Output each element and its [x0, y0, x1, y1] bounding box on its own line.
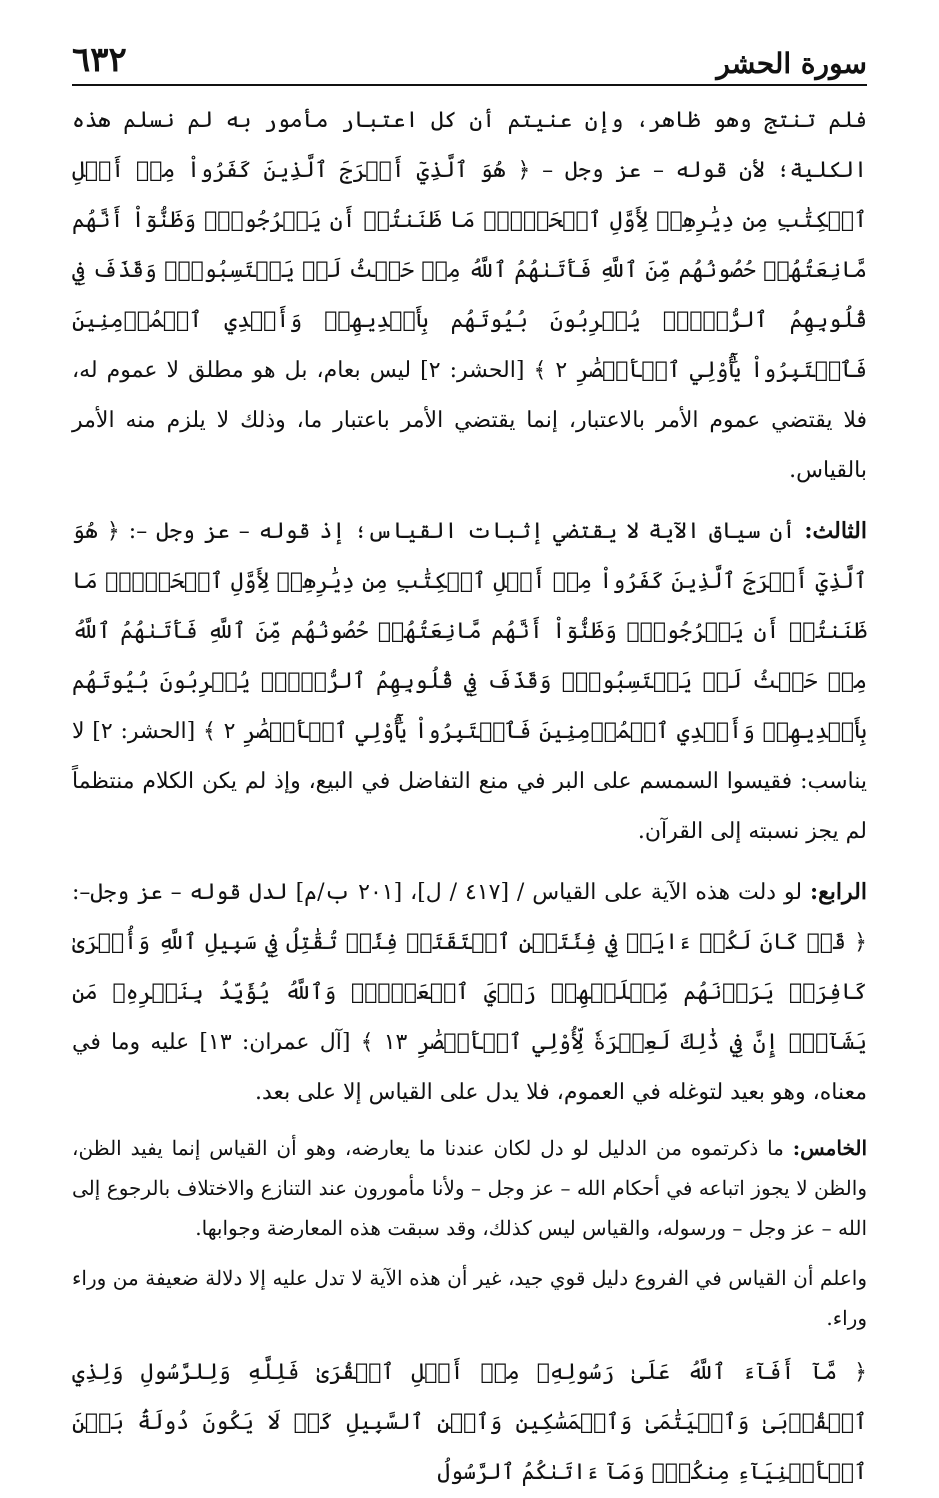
header-rule — [72, 84, 867, 86]
paragraph-lead: الثالث: — [804, 518, 867, 544]
page-header — [72, 28, 867, 80]
paragraph-text: لو دلت هذه الآية على القياس / [٤١٧ / ل]، [٢٠١ ب/م] لدل قوله – عز وجل–: ﴿ قَدۡ كَانَ لَكُمۡ ءَايَةٞ فِي فِئَتَيۡنِ ٱلۡتَقَتَاۖ فِئَةٞ تُقَٰتِلُ فِي سَبِيلِ ٱللَّهِ وَأُخۡرَىٰ كَافِرَةٞ يَرَوۡنَهُم مِّثۡلَيۡهِمۡ رَأۡيَ ٱلۡعَيۡنِۚ وَٱللَّهُ يُؤَيِّدُ بِنَصۡرِهِۦ مَن يَشَآءُۚ إِنَّ فِي ذَٰلِكَ لَعِبۡرَةٗ لِّأُوْلِي ٱلۡأَبۡصَٰرِ ١٣ ﴾ [آل عمران: ١٣] عليه وما في معناه، وهو بعيد لتوغله في العموم، فلا يدل على القياس إلا على بعد. — [72, 880, 867, 1105]
paragraph-fifth-point — [72, 1128, 867, 1248]
paragraph-text: ما ذكرتموه من الدليل لو دل لكان عندنا ما يعارضه، وهو أن القياس إنما يفيد الظن، والظن لا يجوز اتباعه في أحكام الله – عز وجل – ولأنا مأمورون عند التنازع والاختلاف بالرجوع إلى الله – عز وجل – ورسوله، والقياس ليس كذلك، وقد سبقت هذه المعارضة وجوابها. — [72, 1136, 867, 1240]
paragraph-lead: الخامس: — [792, 1136, 867, 1160]
paragraph-text: ﴿ مَّآ أَفَآءَ ٱللَّهُ عَلَىٰ رَسُولِهِۦ مِنۡ أَهۡلِ ٱلۡقُرَىٰ فَلِلَّهِ وَلِلرَّسُولِ وَلِذِي ٱلۡقُرۡبَىٰ وَٱلۡيَتَٰمَىٰ وَٱلۡمَسَٰكِينِ وَٱبۡنِ ٱلسَّبِيلِ كَيۡ لَا يَكُونَ دُولَةَۢ بَيۡنَ ٱلۡأَغۡنِيَآءِ مِنكُمۡۚ وَمَآ ءَاتَىٰكُمُ ٱلرَّسُولُ — [72, 1360, 867, 1485]
paragraph-verse — [72, 1348, 867, 1498]
paragraph-lead: الرابع: — [809, 879, 867, 905]
paragraph-conclusion — [72, 1258, 867, 1338]
page-body — [72, 96, 867, 1485]
paragraph-text: واعلم أن القياس في الفروع دليل قوي جيد، غير أن هذه الآية لا تدل عليه إلا دلالة ضعيفة من وراء وراء. — [72, 1266, 867, 1330]
paragraph-third-point — [72, 506, 867, 857]
paragraph-fourth-point — [72, 867, 867, 1118]
paragraph-text: فلم تنتج وهو ظاهر، وإن عنيتم أن كل اعتبار مأمور به لم نسلم هذه الكلية؛ لأن قوله – عز وجل – ﴿ هُوَ ٱلَّذِيٓ أَخۡرَجَ ٱلَّذِينَ كَفَرُواْ مِنۡ أَهۡلِ ٱلۡكِتَٰبِ مِن دِيَٰرِهِمۡ لِأَوَّلِ ٱلۡحَشۡرِۚ مَا ظَنَنتُمۡ أَن يَخۡرُجُواْۖ وَظَنُّوٓاْ أَنَّهُم مَّانِعَتُهُمۡ حُصُونُهُم مِّنَ ٱللَّهِ فَأَتَىٰهُمُ ٱللَّهُ مِنۡ حَيۡثُ لَمۡ يَحۡتَسِبُواْۖ وَقَذَفَ فِي قُلُوبِهِمُ ٱلرُّعۡبَۚ يُخۡرِبُونَ بُيُوتَهُم بِأَيۡدِيهِمۡ وَأَيۡدِي ٱلۡمُؤۡمِنِينَ فَٱعۡتَبِرُواْ يَٰٓأُوْلِي ٱلۡأَبۡصَٰرِ ٢ ﴾ [الحشر: ٢] ليس بعام، بل هو مطلق لا عموم له، فلا يقتضي عموم الأمر بالاعتبار، إنما يقتضي الأمر باعتبار ما، وذلك لا يلزم منه الأمر بالقياس. — [72, 108, 867, 483]
surah-title: سورة الحشر — [716, 47, 867, 80]
page-number: ٦٣٢ — [72, 40, 127, 80]
paragraph-1 — [72, 96, 867, 496]
paragraph-text: أن سياق الآية لا يقتضي إثبات القياس؛ إذ قوله – عز وجل –: ﴿ هُوَ ٱلَّذِيٓ أَخۡرَجَ ٱلَّذِينَ كَفَرُواْ مِنۡ أَهۡلِ ٱلۡكِتَٰبِ مِن دِيَٰرِهِمۡ لِأَوَّلِ ٱلۡحَشۡرِۚ مَا ظَنَنتُمۡ أَن يَخۡرُجُواْۖ وَظَنُّوٓاْ أَنَّهُم مَّانِعَتُهُمۡ حُصُونُهُم مِّنَ ٱللَّهِ فَأَتَىٰهُمُ ٱللَّهُ مِنۡ حَيۡثُ لَمۡ يَحۡتَسِبُواْۖ وَقَذَفَ فِي قُلُوبِهِمُ ٱلرُّعۡبَۚ يُخۡرِبُونَ بُيُوتَهُم بِأَيۡدِيهِمۡ وَأَيۡدِي ٱلۡمُؤۡمِنِينَ فَٱعۡتَبِرُواْ يَٰٓأُوْلِي ٱلۡأَبۡصَٰرِ ٢ ﴾ [الحشر: ٢] لا يناسب: فقيسوا السمسم على البر في منع التفاضل في البيع، وإذ لم يكن الكلام منتظماً لم يجز نسبته إلى القرآن. — [72, 519, 867, 844]
